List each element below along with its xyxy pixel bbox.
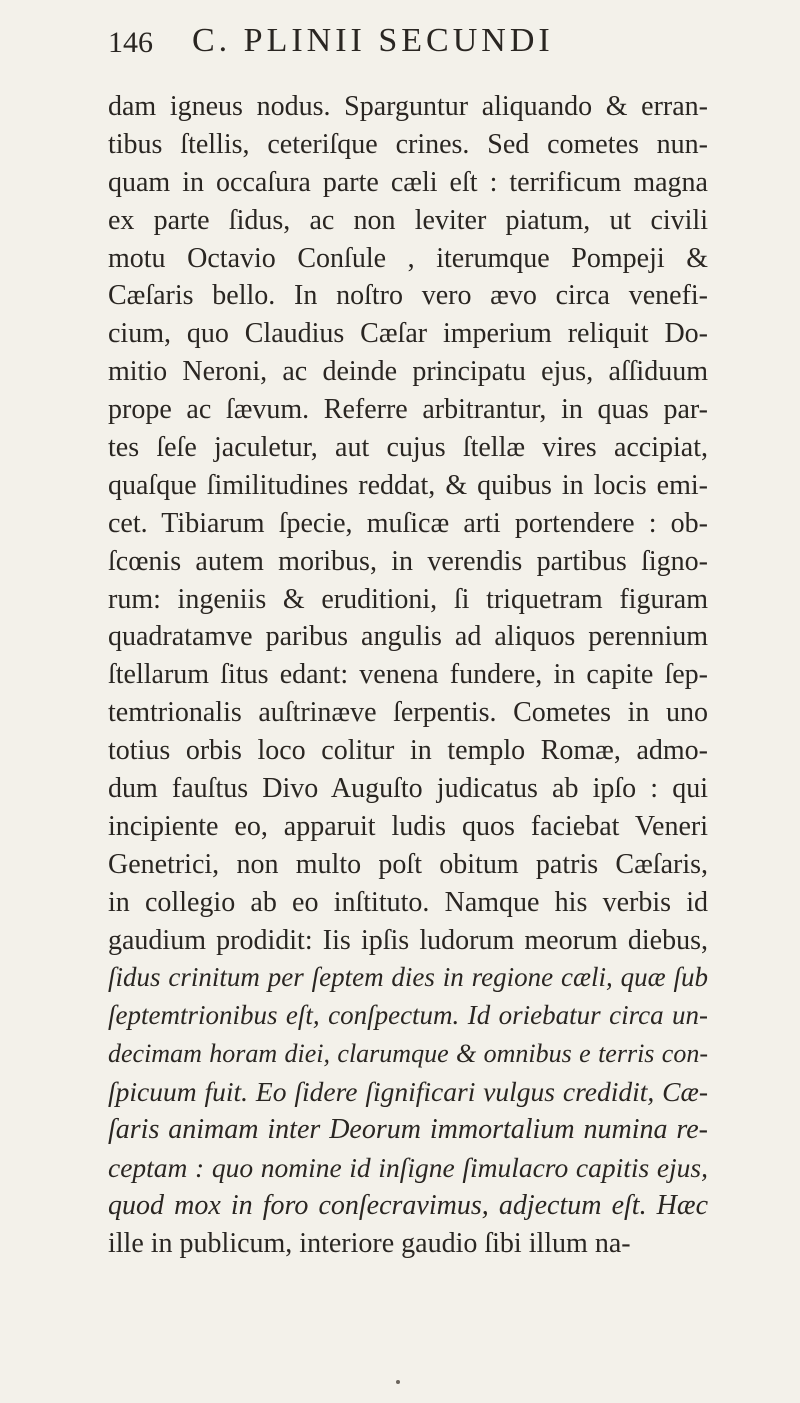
text-line: gaudium prodidit: Iis ipſis ludorum meorum diebus,	[108, 924, 708, 956]
running-title: C. PLINII SECUNDI	[192, 22, 554, 59]
ink-dot	[396, 1380, 400, 1384]
text-line: ſaris animam inter Deorum immortalium numina re-	[108, 1114, 708, 1146]
page-number: 146	[108, 26, 153, 59]
body-text	[108, 88, 708, 1263]
text-line: quaſque ſimilitudines reddat, & quibus in locis emi-	[108, 469, 708, 501]
text-line: rum: ingeniis & eruditioni, ſi triquetram figuram	[108, 583, 708, 615]
text-line: ex parte ſidus, ac non leviter piatum, ut civili	[108, 204, 708, 236]
text-line: quadratamve paribus angulis ad aliquos perennium	[108, 621, 708, 653]
text-line: temtrionalis auſtrinæve ſerpentis. Cometes in uno	[108, 697, 708, 729]
text-line: ille in publicum, interiore gaudio ſibi illum na-	[108, 1227, 631, 1259]
text-line: totius orbis loco colitur in templo Romæ, admo-	[108, 735, 708, 767]
text-line: Genetrici, non multo poſt obitum patris Cæſaris,	[108, 848, 708, 880]
text-line: incipiente eo, apparuit ludis quos faciebat Veneri	[108, 810, 708, 842]
text-line: ceptam : quo nomine id inſigne ſimulacro capitis ejus,	[108, 1151, 708, 1183]
text-line: decimam horam diei, clarumque & omnibus e terris con-	[108, 1039, 708, 1069]
text-line: dum fauſtus Divo Auguſto judicatus ab ipſo : qui	[108, 773, 708, 805]
text-line: prope ac ſævum. Referre arbitrantur, in quas par-	[108, 394, 708, 426]
text-line: ſcœnis autem moribus, in verendis partibus ſigno-	[108, 545, 708, 577]
text-line: dam igneus nodus. Sparguntur aliquando & erran-	[108, 91, 708, 122]
text-line: ſidus crinitum per ſeptem dies in regione cæli, quæ ſub	[108, 962, 708, 993]
text-line: ſtellarum ſitus edant: venena fundere, in capite ſep-	[108, 659, 708, 691]
text-line: Cæſaris bello. In noſtro vero ævo circa venefi-	[108, 280, 708, 312]
text-line: ſeptemtrionibus eſt, conſpectum. Id oriebatur circa un-	[108, 1000, 708, 1031]
text-line: quod mox in foro conſecravimus, adjectum eſt. Hæc	[108, 1189, 708, 1221]
text-line: cium, quo Claudius Cæſar imperium reliquit Do-	[108, 318, 708, 350]
text-line: in collegio ab eo inſtituto. Namque his verbis id	[108, 886, 708, 918]
text-line: tibus ſtellis, ceteriſque crines. Sed cometes nun-	[108, 128, 708, 160]
text-line: mitio Neroni, ac deinde principatu ejus, aſſiduum	[108, 356, 708, 388]
text-line: quam in occaſura parte cæli eſt : terrificum magna	[108, 166, 708, 198]
text-line: tes ſeſe jaculetur, aut cujus ſtellæ vires accipiat,	[108, 432, 708, 464]
text-line: cet. Tibiarum ſpecie, muſicæ arti portendere : ob-	[108, 507, 708, 539]
text-line: ſpicuum fuit. Eo ſidere ſignificari vulgus credidit, Cæ-	[108, 1076, 708, 1108]
page-header	[108, 22, 708, 82]
text-line: motu Octavio Conſule , iterumque Pompeji &	[108, 242, 708, 274]
